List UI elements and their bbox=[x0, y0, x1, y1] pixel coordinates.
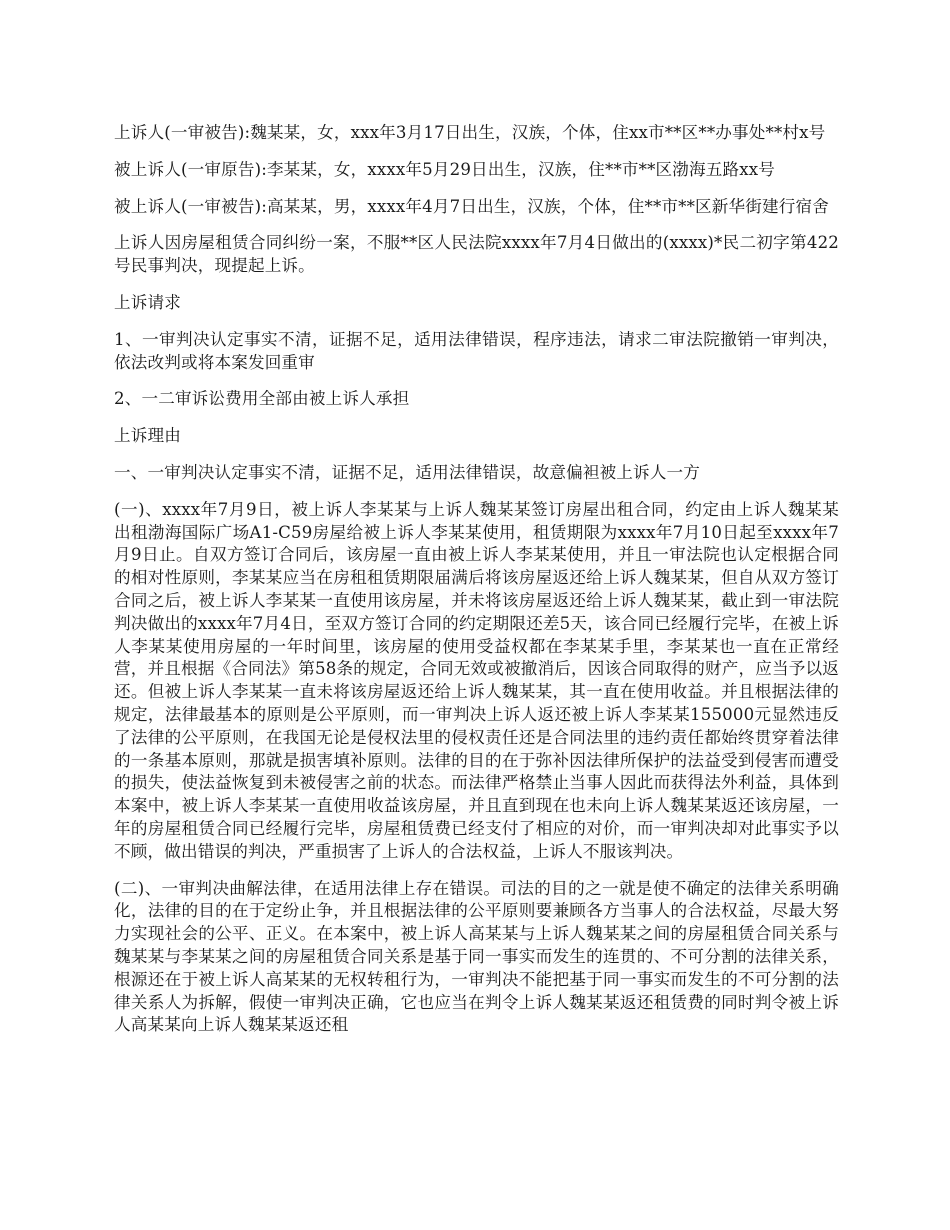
document-body bbox=[114, 122, 839, 1051]
section-heading-appeal-requests: 上诉请求 bbox=[114, 292, 181, 312]
appeal-intro: 上诉人因房屋租赁合同纠纷一案，不服**区人民法院xxxx年7月4日做出的(xxxx)*民二初字第422号民事判决，现提起上诉。 bbox=[114, 233, 839, 276]
section-heading-appeal-reasons: 上诉理由 bbox=[114, 426, 181, 446]
appellee-gao-info: 被上诉人(一审被告):高某某，男，xxxx年4月7日出生，汉族，个体，住**市**区新华街建行宿舍 bbox=[114, 196, 829, 216]
reason-1-title: 一、一审判决认定事实不清，证据不足，适用法律错误，故意偏袒被上诉人一方 bbox=[114, 462, 701, 482]
reason-1-part-2: (二)、一审判决曲解法律，在适用法律上存在错误。司法的目的之一就是使不确定的法律关系明确化，法律的目的在于定纷止争，并且根据法律的公平原则要兼顾各方当事人的合法权益，尽最大努力实现社会的公平、正义。在本案中，被上诉人高某某与上诉人魏某某之间的房屋租赁合同关系与魏某某与李某某之间的房屋租赁合同关系是基于同一事实而发生的连贯的、不可分割的法律关系，根源还在于被上诉人高某某的无权转租行为，一审判决不能把基于同一事实而发生的不可分割的法律关系人为拆解，假使一审判决正确，它也应当在判令上诉人魏某某返还租赁费的同时判令被上诉人高某某向上诉人魏某某返还租 bbox=[114, 878, 839, 1035]
appellant-info: 上诉人(一审被告):魏某某，女，xxx年3月17日出生，汉族，个体，住xx市**区**办事处**村x号 bbox=[114, 123, 826, 142]
appellee-li-info: 被上诉人(一审原告):李某某，女，xxxx年5月29日出生，汉族，住**市**区渤海五路xx号 bbox=[114, 159, 776, 179]
appeal-request-2: 2、一二审诉讼费用全部由被上诉人承担 bbox=[114, 389, 410, 409]
appeal-request-1: 1、一审判决认定事实不清，证据不足，适用法律错误，程序违法，请求二审法院撤销一审判决，依法改判或将本案发回重审 bbox=[114, 329, 839, 372]
reason-1-part-1: (一)、xxxx年7月9日，被上诉人李某某与上诉人魏某某签订房屋出租合同，约定由上诉人魏某某出租渤海国际广场A1-C59房屋给被上诉人李某某使用，租赁期限为xxxx年7月10日起至xxxx年7月9日止。自双方签订合同后，该房屋一直由被上诉人李某某使用，并且一审法院也认定根据合同的相对性原则，李某某应当在房租租赁期限届满后将该房屋返还给上诉人魏某某，但自从双方签订合同之后，被上诉人李某某一直使用该房屋，并未将该房屋返还给上诉人魏某某，截止到一审法院判决做出的xxxx年7月4日，至双方签订合同的约定期限还差5天，该合同已经履行完毕，在被上诉人李某某使用房屋的一年时间里，该房屋的使用受益权都在李某某手里，李某某也一直在正常经营，并且根据《合同法》第58条的规定，合同无效或被撤消后，因该合同取得的财产，应当予以返还。但被上诉人李某某一直未将该房屋返还给上诉人魏某某，其一直在使用收益。并且根据法律的规定，法律最基本的原则是公平原则，而一审判决上诉人返还被上诉人李某某155000元显然违反了法律的公平原则，在我国无论是侵权法里的侵权责任还是合同法里的违约责任都始终贯穿着法律的一条基本原则，那就是损害填补原则。法律的目的在于弥补因法律所保护的法益受到侵害而遭受的损失，使法益恢复到未被侵害之前的状态。而法律严格禁止当事人因此而获得法外利益，具体到本案中，被上诉人李某某一直使用收益该房屋，并且直到现在也未向上诉人魏某某返还该房屋，一年的房屋租赁合同已经履行完毕，房屋租赁费已经支付了相应的对价，而一审判决却对此事实予以不顾，做出错误的判决，严重损害了上诉人的合法权益，上诉人不服该判决。 bbox=[114, 499, 839, 861]
